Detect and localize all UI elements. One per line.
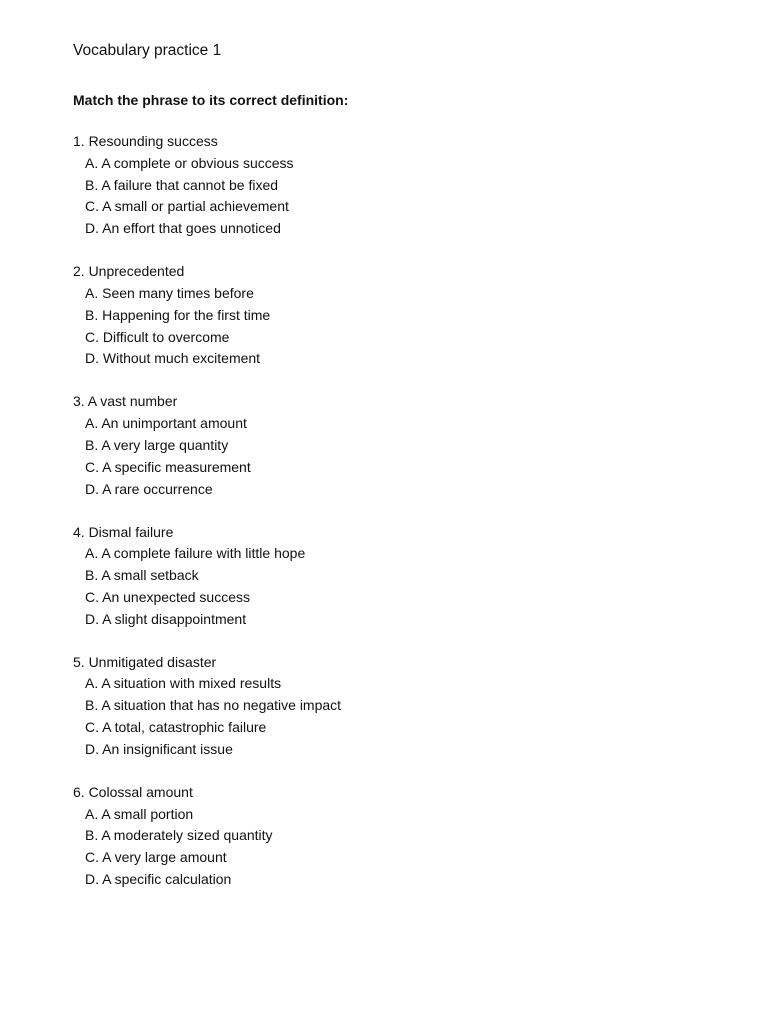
instruction-text: Match the phrase to its correct definition:: [73, 92, 349, 108]
option-b: B. A situation that has no negative impact: [85, 697, 342, 714]
question-text: 4. Dismal failure: [73, 523, 174, 540]
option-b: B. A very large quantity: [85, 436, 229, 453]
question-text: 3. A vast number: [73, 393, 178, 410]
option-b: B. A failure that cannot be fixed: [85, 176, 279, 193]
option-b: B. A small setback: [85, 567, 199, 584]
option-c: C. A specific measurement: [85, 458, 251, 475]
question-text: 5. Unmitigated disaster: [73, 653, 217, 670]
option-d: D. An insignificant issue: [85, 740, 233, 757]
question-item-6: [73, 782, 728, 891]
question-text: 1. Resounding success: [73, 133, 218, 149]
question-item-5: [73, 652, 728, 761]
question-item-3: [73, 391, 728, 500]
option-b: B. Happening for the first time: [85, 306, 271, 323]
option-a: A. A small portion: [85, 805, 194, 822]
option-c: C. A very large amount: [85, 849, 227, 866]
option-b: B. A moderately sized quantity: [85, 827, 273, 844]
question-item-4: [73, 522, 728, 631]
question-item-1: [73, 131, 728, 240]
option-d: D. An effort that goes unnoticed: [85, 220, 281, 237]
option-d: D. A slight disappointment: [85, 610, 247, 627]
option-a: A. A complete or obvious success: [85, 154, 294, 171]
question-text: 6. Colossal amount: [73, 783, 193, 800]
page-title: Vocabulary practice 1: [73, 42, 222, 59]
option-a: A. A complete failure with little hope: [85, 545, 306, 562]
question-item-2: [73, 261, 728, 370]
option-a: A. A situation with mixed results: [85, 675, 282, 692]
option-c: C. A small or partial achievement: [85, 198, 289, 215]
option-c: C. Difficult to overcome: [85, 328, 230, 345]
option-d: D. A specific calculation: [85, 871, 232, 888]
option-d: D. Without much excitement: [85, 350, 261, 367]
question-list: [73, 131, 728, 891]
question-text: 2. Unprecedented: [73, 263, 185, 280]
option-d: D. A rare occurrence: [85, 480, 213, 497]
worksheet-page: [73, 40, 728, 912]
option-c: C. An unexpected success: [85, 588, 250, 605]
option-a: A. An unimportant amount: [85, 415, 247, 432]
option-a: A. Seen many times before: [85, 284, 254, 301]
option-c: C. A total, catastrophic failure: [85, 719, 267, 736]
